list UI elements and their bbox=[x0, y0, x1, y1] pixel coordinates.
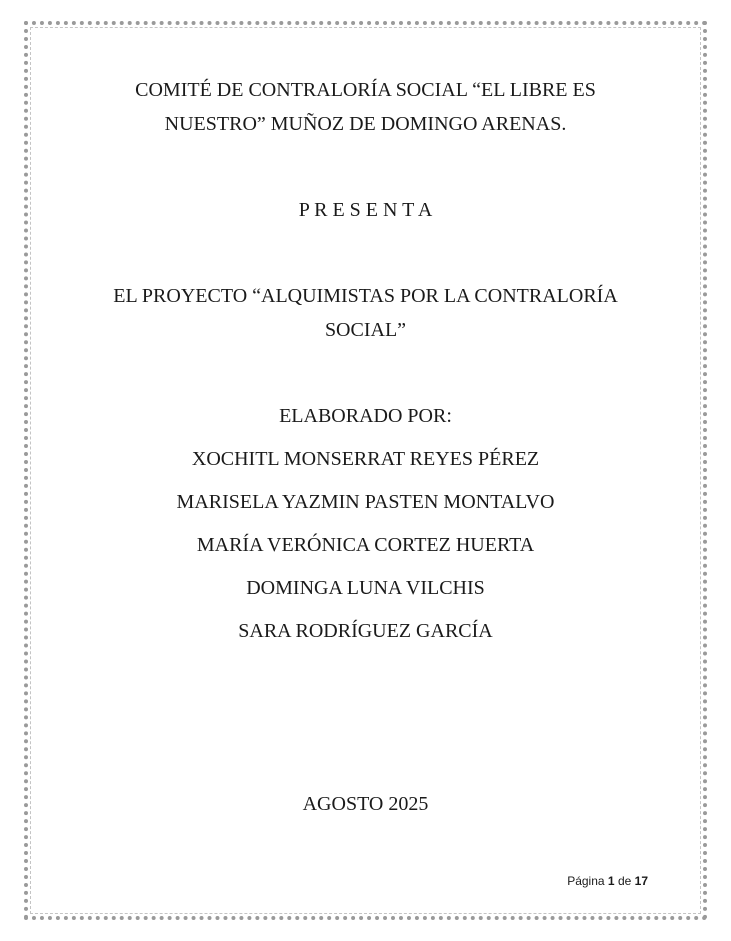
author-name: DOMINGA LUNA VILCHIS bbox=[246, 577, 485, 599]
elaborado-por-label: ELABORADO POR: bbox=[279, 405, 452, 427]
document-date: AGOSTO 2025 bbox=[302, 793, 429, 815]
project-title-line-1: EL PROYECTO “ALQUIMISTAS POR LA CONTRALORÍA bbox=[113, 285, 618, 307]
author-name: SARA RODRÍGUEZ GARCÍA bbox=[238, 620, 493, 642]
author-name: XOCHITL MONSERRAT REYES PÉREZ bbox=[191, 448, 540, 470]
current-page-number: 1 bbox=[607, 874, 615, 888]
project-title-line-2: SOCIAL” bbox=[324, 319, 407, 341]
presenta-heading: P R E S E N T A bbox=[298, 199, 433, 221]
of-label: de bbox=[617, 874, 632, 888]
page-label: Página bbox=[567, 874, 605, 888]
total-pages-number: 17 bbox=[634, 874, 648, 888]
author-name: MARÍA VERÓNICA CORTEZ HUERTA bbox=[196, 534, 535, 556]
author-name: MARISELA YAZMIN PASTEN MONTALVO bbox=[176, 491, 555, 513]
header-line-1: COMITÉ DE CONTRALORÍA SOCIAL “EL LIBRE ES bbox=[135, 79, 596, 101]
page-number-footer bbox=[567, 873, 648, 889]
header-line-2: NUESTRO” MUÑOZ DE DOMINGO ARENAS. bbox=[164, 113, 567, 135]
